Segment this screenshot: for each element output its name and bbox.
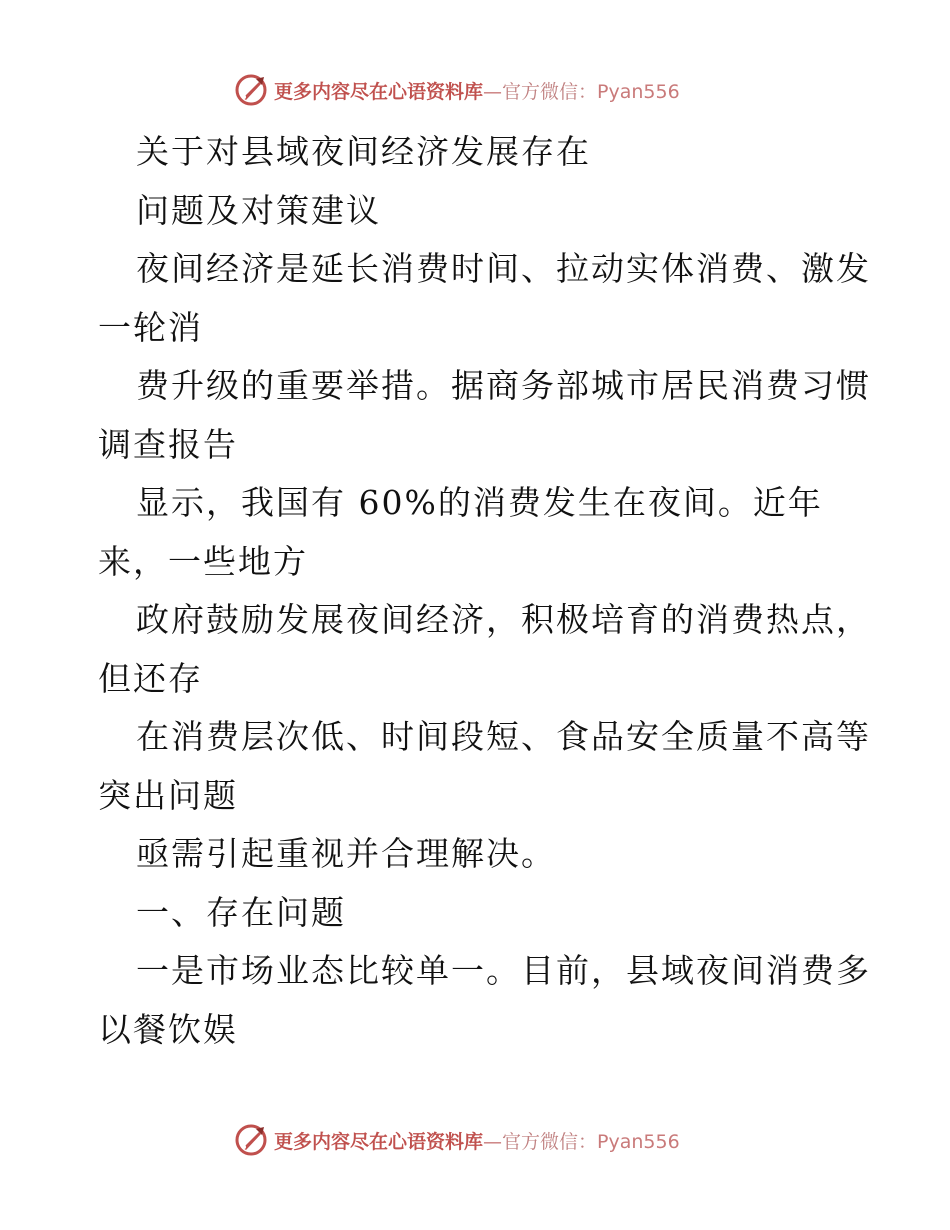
text-line: 来，一些地方 bbox=[98, 541, 308, 581]
text-line: 关于对县域夜间经济发展存在 bbox=[136, 132, 591, 171]
quill-pen-logo-icon bbox=[234, 73, 268, 107]
document-body bbox=[98, 123, 871, 1059]
text-line: 问题及对策建议 bbox=[136, 190, 381, 230]
watermark-label: 官方微信： bbox=[502, 80, 598, 103]
footer-watermark bbox=[234, 1122, 680, 1158]
text-line: 一、存在问题 bbox=[136, 892, 346, 932]
watermark-dash: — bbox=[483, 80, 503, 103]
watermark-label: 官方微信： bbox=[502, 1130, 598, 1153]
watermark-dash: — bbox=[483, 1130, 503, 1153]
quill-pen-logo-icon bbox=[234, 1123, 268, 1157]
watermark-wechat-id: Pyan556 bbox=[597, 1130, 680, 1153]
watermark-brand: 更多内容尽在心语资料库 bbox=[274, 1130, 484, 1153]
watermark-text bbox=[274, 1127, 680, 1154]
text-line: 政府鼓励发展夜间经济，积极培育的消费热点， bbox=[136, 600, 871, 639]
text-line: 费升级的重要举措。据商务部城市居民消费习惯 bbox=[136, 366, 871, 405]
text-line: 一轮消 bbox=[98, 307, 203, 347]
text-line: 突出问题 bbox=[98, 775, 238, 815]
text-line: 夜间经济是延长消费时间、拉动实体消费、激发 bbox=[136, 249, 871, 288]
text-line: 亟需引起重视并合理解决。 bbox=[136, 834, 556, 873]
text-line: 以餐饮娱 bbox=[98, 1009, 238, 1049]
text-line: 调查报告 bbox=[98, 424, 238, 464]
watermark-text bbox=[274, 77, 680, 104]
header-watermark bbox=[234, 72, 680, 108]
text-line: 一是市场业态比较单一。目前，县域夜间消费多 bbox=[136, 951, 871, 990]
watermark-wechat-id: Pyan556 bbox=[597, 80, 680, 103]
watermark-brand: 更多内容尽在心语资料库 bbox=[274, 80, 484, 103]
text-line: 在消费层次低、时间段短、食品安全质量不高等 bbox=[136, 717, 871, 756]
text-line: 但还存 bbox=[98, 658, 203, 698]
text-line: 显示，我国有 60%的消费发生在夜间。近年 bbox=[136, 483, 823, 522]
